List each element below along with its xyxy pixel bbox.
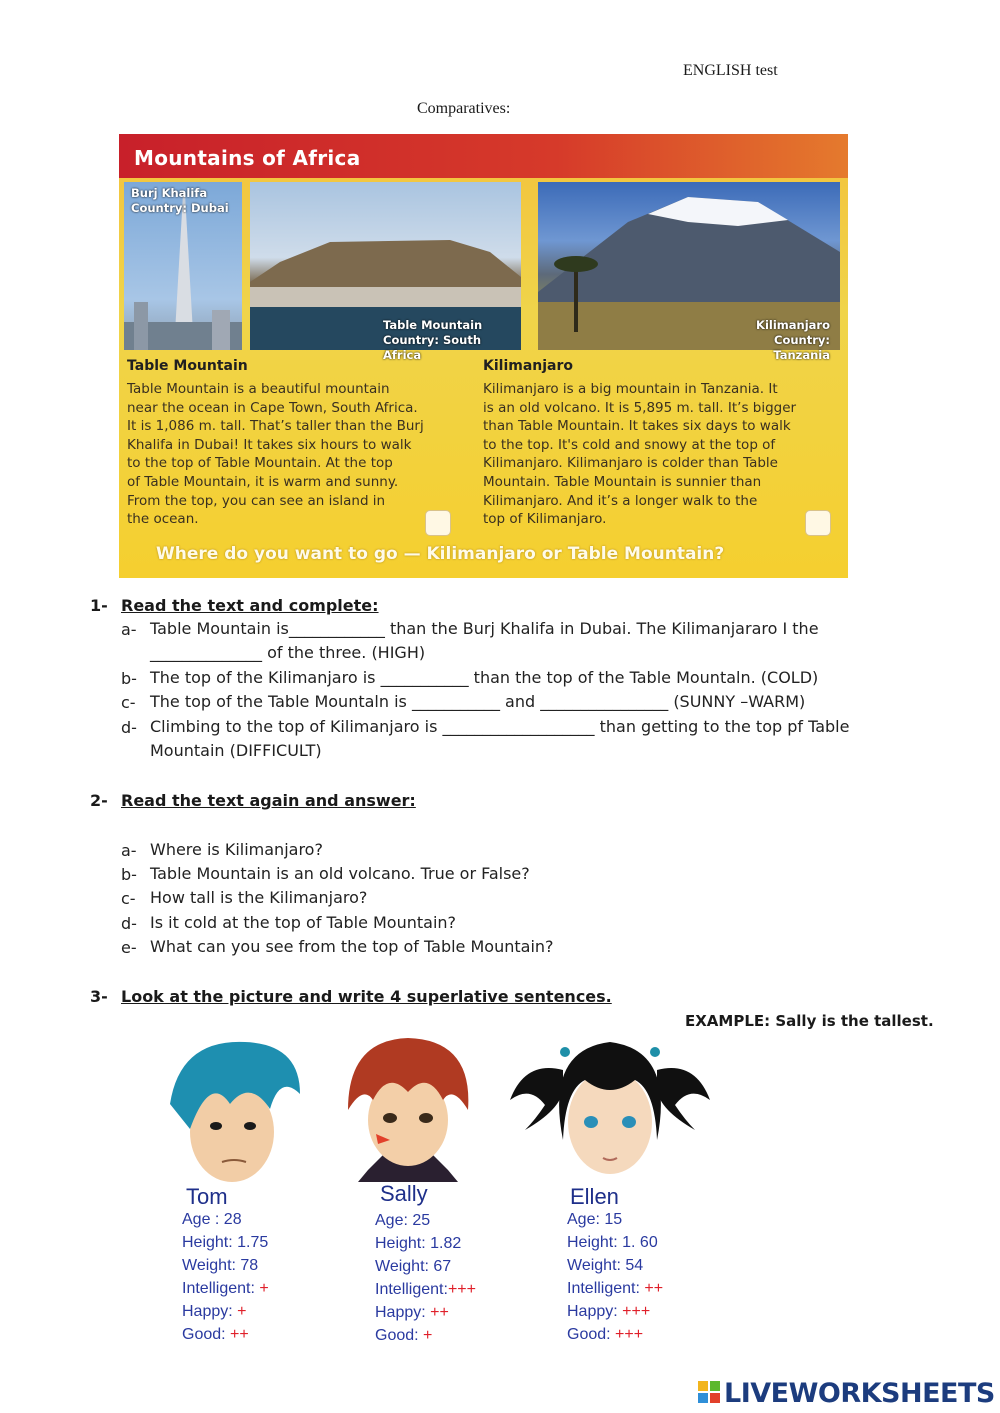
ex1-item-a (150, 617, 819, 665)
ex1-item-line: ______________ of the three. (HIGH) (150, 643, 426, 662)
ex2-item-letter: c- (121, 889, 136, 908)
ex1-item-line: Mountain (DIFFICULT) (150, 741, 322, 760)
table-text-line: to the top of Table Mountain. At the top (127, 455, 393, 472)
sally-intelligent (375, 1278, 476, 1301)
ellen-name: Ellen (570, 1184, 619, 1209)
table-mountain-photo (250, 182, 521, 362)
kili-text-line: Kilimanjaro is a big mountain in Tanzania. It (483, 381, 778, 397)
kili-text-line: Mountain. Table Mountain is sunnier than (483, 473, 762, 490)
liveworksheets-logo-icon (698, 1381, 720, 1403)
poster-title: Mountains of Africa (134, 146, 361, 170)
tom-face-illustration (150, 1034, 310, 1184)
ex2-item-b: Table Mountain is an old volcano. True or False? (150, 864, 530, 883)
table-text-line: the ocean. (127, 511, 199, 528)
burj-khalifa-photo (124, 182, 242, 350)
ex1-item-c: The top of the Table Mountaln is ___________ and ________________ (SUNNY –WARM) (150, 692, 806, 711)
tom-weight: Weight: 78 (182, 1257, 259, 1274)
kili-text-line: is an old volcano. It is 5,895 m. tall. It’s bigger (483, 399, 797, 416)
kilimanjaro-heading: Kilimanjaro (483, 358, 574, 374)
ex1-item-letter: c- (121, 693, 136, 712)
tom-happy (182, 1300, 269, 1323)
sally-portrait (328, 1030, 488, 1182)
stat-plus: + (237, 1303, 247, 1320)
tom-age: Age : 28 (182, 1211, 242, 1228)
burj-label-name: Burj Khalifa (131, 186, 208, 200)
ex2-item-e: What can you see from the top of Table Mountain? (150, 937, 554, 956)
ex1-item-letter: b- (121, 669, 137, 688)
ex2-item-letter: d- (121, 914, 137, 933)
stat-label: Good: (182, 1326, 231, 1343)
ex1-item-b: The top of the Kilimanjaro is ___________ than the top of the Table Mountaln. (COLD) (150, 668, 819, 687)
exercise-1-title: Read the text and complete: (121, 596, 379, 615)
ellen-happy (567, 1300, 663, 1323)
header-subtitle: Comparatives: (417, 100, 511, 117)
stat-label: Good: (567, 1326, 616, 1343)
table-text-line: From the top, you can see an island in (127, 492, 386, 509)
kili-text-line: than Table Mountain. It takes six days to walk (483, 418, 791, 435)
stat-plus: ++ (644, 1280, 664, 1297)
table-label-country: Country: South Africa (383, 333, 482, 362)
kili-text-line: to the top. It's cold and snowy at the top of (483, 436, 776, 453)
kili-label-country: Country: Tanzania (773, 333, 830, 362)
stat-plus: +++ (622, 1303, 651, 1320)
ex1-item-line: Table Mountain is____________ than the Burj Khalifa in Dubai. The Kilimanjararo I the (150, 619, 819, 638)
sally-weight: Weight: 67 (375, 1258, 452, 1275)
table-text-line: Khalifa in Dubai! It takes six hours to walk (127, 436, 412, 453)
ex1-item-d (150, 715, 849, 763)
ex2-item-d: Is it cold at the top of Table Mountain? (150, 913, 457, 932)
table-text-line: Table Mountain is a beautiful mountain (127, 381, 390, 397)
exercise-2-number: 2- (90, 791, 108, 810)
stat-plus: ++ (230, 1326, 249, 1343)
tom-portrait (150, 1034, 310, 1184)
stat-label: Intelligent: (567, 1280, 645, 1297)
ex1-item-letter: a- (121, 620, 137, 639)
kili-text-line: Kilimanjaro. And it’s a longer walk to the (483, 492, 758, 509)
sally-good (375, 1324, 476, 1347)
kilimanjaro-checkbox[interactable] (805, 510, 831, 536)
stat-label: Intelligent: (182, 1280, 260, 1297)
ellen-stats (567, 1208, 663, 1346)
exercise-1-number: 1- (90, 596, 108, 615)
ellen-portrait (505, 1030, 715, 1182)
ellen-good (567, 1323, 663, 1346)
stat-plus: ++ (430, 1304, 449, 1321)
ex1-item-letter: d- (121, 718, 137, 737)
sally-name: Sally (380, 1181, 428, 1206)
ex2-item-c: How tall is the Kilimanjaro? (150, 888, 368, 907)
stat-label: Intelligent: (375, 1281, 448, 1298)
kili-text-line: top of Kilimanjaro. (483, 511, 607, 528)
sally-stats (375, 1209, 476, 1347)
tom-good (182, 1323, 269, 1346)
exercise-2-title: Read the text again and answer: (121, 791, 416, 810)
stat-plus: + (259, 1280, 269, 1297)
ex2-item-letter: e- (121, 938, 137, 957)
mountains-poster (119, 134, 848, 578)
stat-label: Good: (375, 1327, 424, 1344)
table-text-line: of Table Mountain, it is warm and sunny. (127, 473, 399, 490)
ellen-height: Height: 1. 60 (567, 1234, 658, 1251)
stat-plus: +++ (615, 1326, 644, 1343)
burj-label-country: Country: Dubai (131, 201, 229, 215)
table-mountain-checkbox[interactable] (425, 510, 451, 536)
ellen-weight: Weight: 54 (567, 1257, 644, 1274)
stat-label: Happy: (375, 1304, 431, 1321)
ellen-face-illustration (505, 1030, 715, 1182)
sally-face-illustration (328, 1030, 488, 1182)
ex1-item-line: Climbing to the top of Kilimanjaro is ___________________ than getting to the top pf Table (150, 717, 850, 736)
sally-age: Age: 25 (375, 1212, 431, 1229)
sally-happy (375, 1301, 476, 1324)
stat-label: Happy: (182, 1303, 238, 1320)
table-mountain-text (127, 380, 424, 529)
ex2-item-letter: b- (121, 865, 137, 884)
ellen-intelligent (567, 1277, 663, 1300)
liveworksheets-logo[interactable]: LIVEWORKSHEETS (724, 1378, 995, 1409)
example-sentence: EXAMPLE: Sally is the tallest. (685, 1012, 934, 1030)
exercise-3-title: Look at the picture and write 4 superlative sentences. (121, 987, 612, 1006)
table-label-name: Table Mountain (383, 318, 483, 332)
header-title: ENGLISH test (683, 62, 778, 79)
kilimanjaro-text (483, 380, 796, 529)
stat-label: Happy: (567, 1303, 623, 1320)
tom-height: Height: 1.75 (182, 1234, 269, 1251)
kilimanjaro-photo (538, 182, 840, 362)
stat-plus: +++ (447, 1281, 476, 1298)
tom-name: Tom (186, 1184, 228, 1209)
tom-intelligent (182, 1277, 269, 1300)
stat-plus: + (423, 1327, 433, 1344)
table-text-line: It is 1,086 m. tall. That’s taller than the Burj (127, 418, 424, 435)
table-text-line: near the ocean in Cape Town, South Africa. (127, 399, 418, 416)
kili-label-name: Kilimanjaro (756, 318, 830, 332)
kili-text-line: Kilimanjaro. Kilimanjaro is colder than Table (483, 455, 778, 472)
tom-stats (182, 1208, 269, 1346)
poster-question: Where do you want to go — Kilimanjaro or Table Mountain? (156, 544, 725, 564)
table-mountain-heading: Table Mountain (127, 358, 248, 374)
sally-height: Height: 1.82 (375, 1235, 462, 1252)
ellen-age: Age: 15 (567, 1211, 623, 1228)
ex2-item-a: Where is Kilimanjaro? (150, 840, 323, 859)
ex2-item-letter: a- (121, 841, 137, 860)
exercise-3-number: 3- (90, 987, 108, 1006)
